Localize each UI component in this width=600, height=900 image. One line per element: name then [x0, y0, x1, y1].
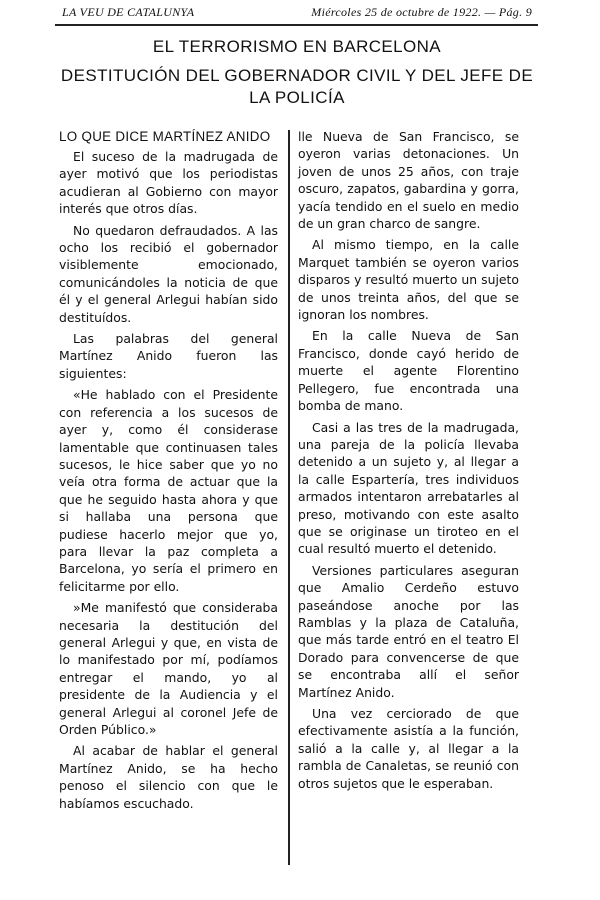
section-title: LO QUE DICE MARTÍNEZ ANIDO	[59, 129, 271, 144]
article-columns	[59, 128, 539, 898]
headline-block	[52, 35, 542, 109]
article-headline: EL TERRORISMO EN BARCELONA	[152, 37, 442, 56]
left-column	[59, 128, 278, 816]
paragraph: En la calle Nueva de San Francisco, donde cayó herido de muerte el agente Florentino Pellegero, fue encontrada una bomba de mano.	[298, 328, 519, 414]
paragraph: Al acabar de hablar el general Martínez Anido, se ha hecho penoso el silencio con que le habíamos escuchado.	[59, 743, 278, 811]
paragraph: Las palabras del general Martínez Anido fueron las siguientes:	[59, 331, 278, 381]
header-rule	[55, 24, 538, 26]
column-divider	[288, 130, 290, 865]
paragraph: lle Nueva de San Francisco, se oyeron varias detonaciones. Un joven de unos 25 años, con traje oscuro, zapatos, gabardina y gorra, yacía tendido en el suelo en medio de un gran charco de sangre.	[298, 129, 519, 232]
running-header	[62, 5, 532, 25]
paragraph: Al mismo tiempo, en la calle Marquet también se oyeron varios disparos y resultó muerto un sujeto de unos treinta años, del que se ignoran los nombres.	[298, 237, 519, 323]
article-subheadline: DESTITUCIÓN DEL GOBERNADOR CIVIL Y DEL JEFE DE LA POLICÍA	[60, 66, 534, 107]
paragraph: «He hablado con el Presidente con referencia a los sucesos de ayer y, como él considerase lamentable que continuasen tales sucesos, le hice saber que yo no veía otra forma de actuar que la que he seguido hasta ahora y que si hallaba una persona que pudiese hacerlo mejor que yo, para llevar la paz completa a Barcelona, yo sería el primero en felicitarme por ello.	[59, 387, 278, 594]
paragraph: Una vez cerciorado de que efectivamente asistía a la función, salió a la calle y, al llegar a la rambla de Canaletas, se reunió con otros sujetos que le esperaban.	[298, 706, 519, 791]
paragraph: »Me manifestó que consideraba necesaria la destitución del general Arlegui y que, en vista de lo manifestado por mí, podíamos entregar el mando, yo al presidente de la Audiencia y el general Arlegui al coronel Jefe de Orden Público.»	[59, 600, 278, 737]
paragraph: El suceso de la madrugada de ayer motivó que los periodistas acudieran al Gobierno con mayor interés que otros días.	[59, 149, 278, 217]
paragraph: Casi a las tres de la madrugada, una pareja de la policía llevaba detenido a un sujeto y, al llegar a la calle Espartería, tres individuos armados intentaron arrebatarles al preso, motivando con este asalto que se originase un tiroteo en el cual resultó muerto el detenido.	[298, 419, 519, 557]
publication-name: LA VEU DE CATALUNYA	[62, 5, 195, 19]
issue-date-and-page: Miércoles 25 de octubre de 1922. — Pág. 9	[311, 5, 532, 19]
paragraph: Versiones particulares aseguran que Amalio Cerdeño estuvo paseándose anoche por las Ramblas y la plaza de Cataluña, que más tarde entró en el teatro El Dorado para convencerse de que se encontraba allí el señor Martínez Anido.	[298, 562, 519, 700]
right-column	[298, 128, 519, 796]
paragraph: No quedaron defraudados. A las ocho los recibió el gobernador visiblemente emocionado, comunicándoles la noticia de que él y el general Arlegui habían sido destituídos.	[59, 222, 278, 325]
